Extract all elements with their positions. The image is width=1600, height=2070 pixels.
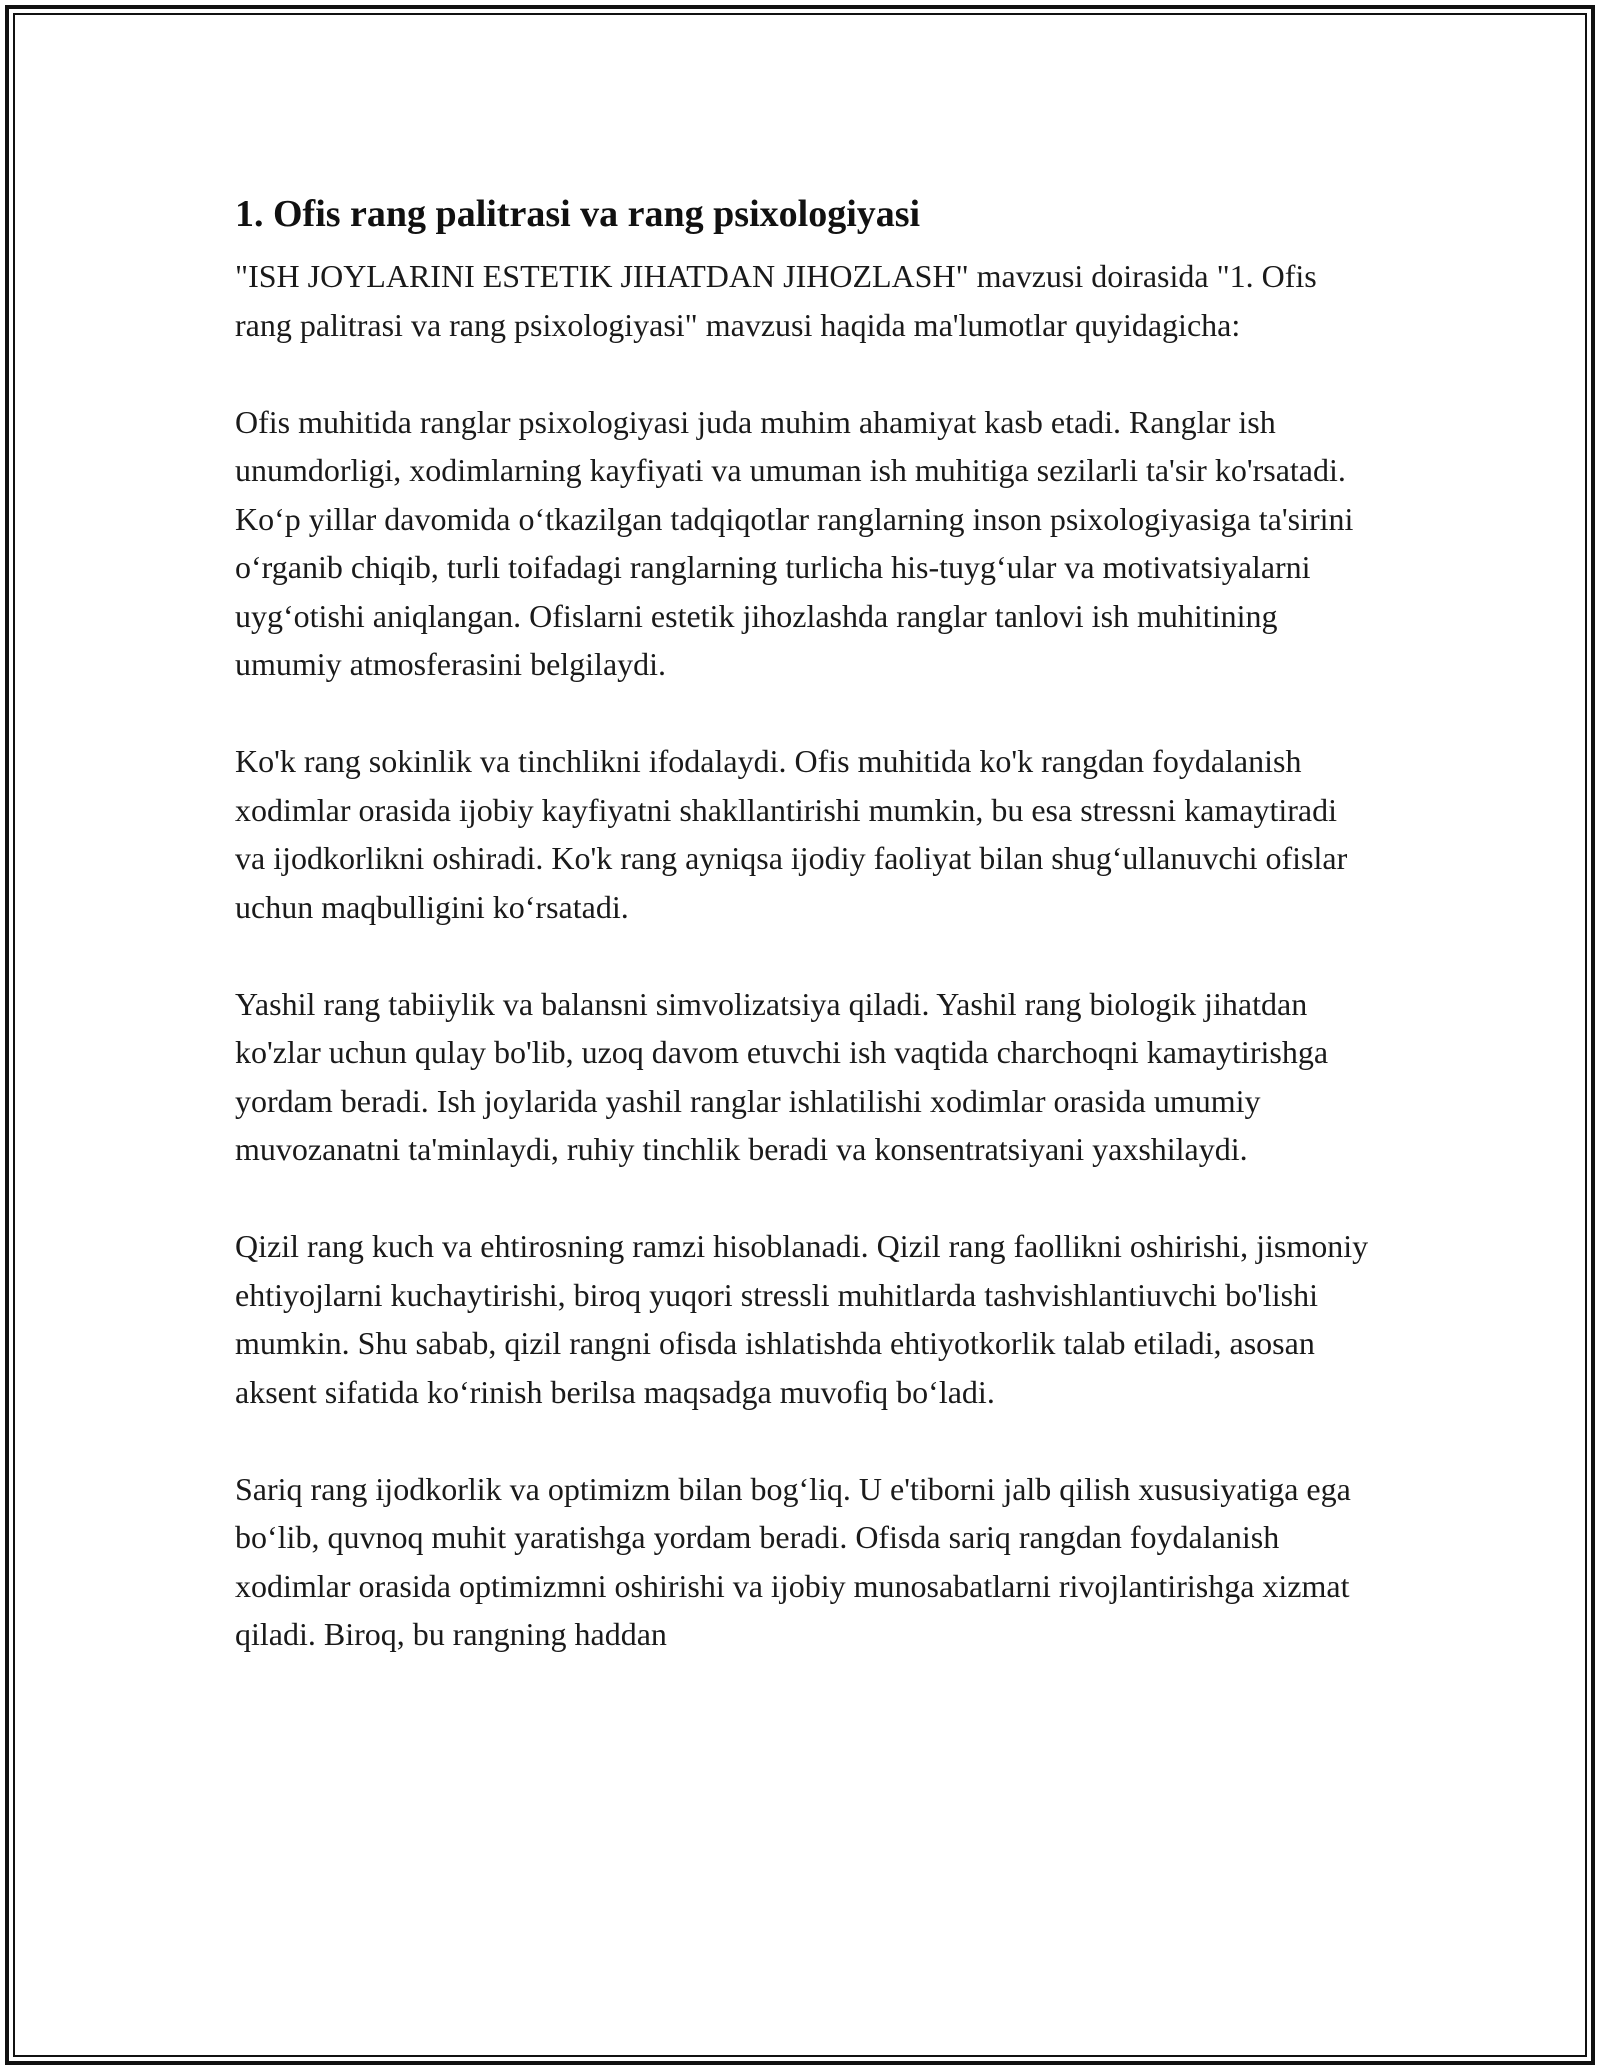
paragraph-red: Qizil rang kuch va ehtirosning ramzi hisoblanadi. Qizil rang faollikni oshirishi, jismoniy ehtiyojlarni kuchaytirishi, biroq yuqori stressli muhitlarda tashvishlantiuvchi bo'lishi mumkin. Shu sabab, qizil rangni ofisda ishlatishda ehtiyotkorlik talab etiladi, asosan aksent sifatida ko‘rinish berilsa maqsadga muvofiq bo‘ladi. bbox=[235, 1228, 1369, 1410]
intro-paragraph: "ISH JOYLARINI ESTETIK JIHATDAN JIHOZLASH" mavzusi doirasida "1. Ofis rang palitrasi va rang psixologiyasi" mavzusi haqida ma'lumotlar quyidagicha: bbox=[235, 258, 1317, 343]
paragraph-yellow: Sariq rang ijodkorlik va optimizm bilan bog‘liq. U e'tiborni jalb qilish xususiyatiga ega bo‘lib, quvnoq muhit yaratishga yordam beradi. Ofisda sariq rangdan foydalanish xodimlar orasida optimizmni oshirishi va ijobiy munosabatlarni rivojlantirishga xizmat qiladi. Biroq, bu rangning haddan bbox=[235, 1470, 1351, 1652]
paragraph-blue: Ko'k rang sokinlik va tinchlikni ifodalaydi. Ofis muhitida ko'k rangdan foydalanish xodimlar orasida ijobiy kayfiyatni shakllantirishi mumkin, bu esa stressni kamaytiradi va ijodkorlikni oshiradi. Ko'k rang ayniqsa ijodiy faoliyat bilan shug‘ullanuvchi ofislar uchun maqbulligini ko‘rsatadi. bbox=[235, 743, 1348, 925]
paragraph-color-psychology: Ofis muhitida ranglar psixologiyasi juda muhim ahamiyat kasb etadi. Ranglar ish unumdorligi, xodimlarning kayfiyati va umuman ish muhitiga sezilarli ta'sir ko'rsatadi. Ko‘p yillar davomida o‘tkazilgan tadqiqotlar ranglarning inson psixologiyasiga ta'sirini o‘rganib chiqib, turli toifadagi ranglarning turlicha his-tuyg‘ular va motivatsiyalarni uyg‘otishi aniqlangan. Ofislarni estetik jihozlashda ranglar tanlovi ish muhitining umumiy atmosferasini belgilaydi. bbox=[235, 403, 1354, 682]
paragraph-green: Yashil rang tabiiylik va balansni simvolizatsiya qiladi. Yashil rang biologik jihatdan ko'zlar uchun qulay bo'lib, uzoq davom etuvchi ish vaqtida charchoqni kamaytirishga yordam beradi. Ish joylarida yashil ranglar ishlatilishi xodimlar orasida umumiy muvozanatni ta'minlaydi, ruhiy tinchlik beradi va konsentratsiyani yaxshilaydi. bbox=[235, 985, 1329, 1167]
section-heading: 1. Ofis rang palitrasi va rang psixologiyasi bbox=[235, 193, 921, 235]
document-body bbox=[235, 186, 1375, 1659]
